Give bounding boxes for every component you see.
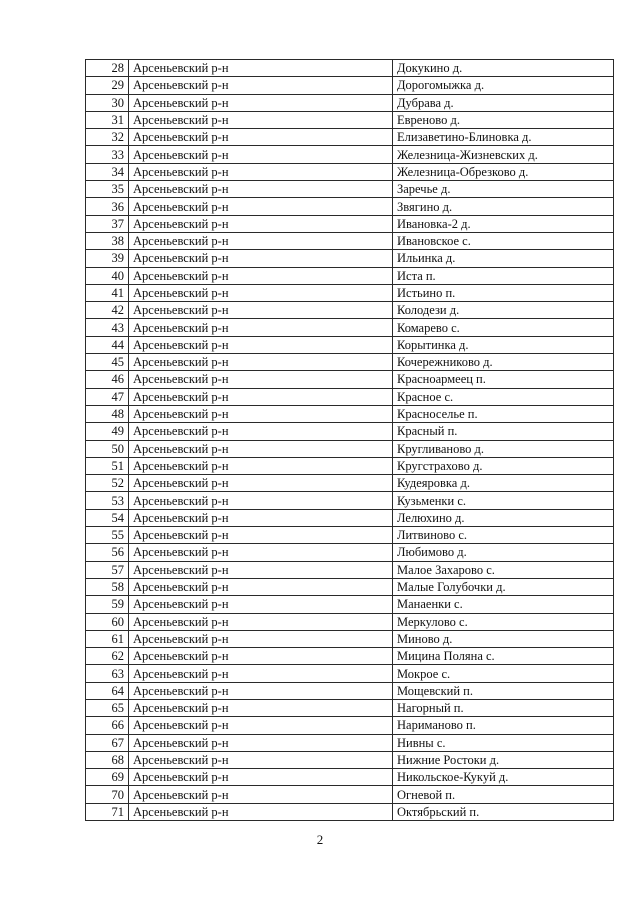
district-cell: Арсеньевский р-н [129, 423, 393, 440]
page-number: 2 [316, 832, 324, 847]
table-row [86, 284, 614, 301]
table-row [86, 129, 614, 146]
settlement-cell: Ивановское с. [393, 232, 614, 249]
table-row [86, 388, 614, 405]
district-cell: Арсеньевский р-н [129, 371, 393, 388]
row-number: 58 [86, 578, 129, 595]
district-cell: Арсеньевский р-н [129, 578, 393, 595]
table-row [86, 457, 614, 474]
table-row [86, 215, 614, 232]
row-number: 51 [86, 457, 129, 474]
row-number: 28 [86, 60, 129, 77]
row-number: 43 [86, 319, 129, 336]
table-row [86, 717, 614, 734]
settlement-cell: Красноселье п. [393, 405, 614, 422]
settlement-cell: Миново д. [393, 630, 614, 647]
table-row [86, 544, 614, 561]
settlement-cell: Малые Голубочки д. [393, 578, 614, 595]
table-row [86, 665, 614, 682]
row-number: 59 [86, 596, 129, 613]
district-cell: Арсеньевский р-н [129, 527, 393, 544]
settlement-cell: Нариманово п. [393, 717, 614, 734]
row-number: 48 [86, 405, 129, 422]
table-row [86, 336, 614, 353]
district-cell: Арсеньевский р-н [129, 336, 393, 353]
district-cell: Арсеньевский р-н [129, 440, 393, 457]
settlement-cell: Истьино п. [393, 284, 614, 301]
row-number: 42 [86, 302, 129, 319]
row-number: 60 [86, 613, 129, 630]
district-cell: Арсеньевский р-н [129, 319, 393, 336]
table-row [86, 111, 614, 128]
row-number: 55 [86, 527, 129, 544]
settlement-cell: Евреново д. [393, 111, 614, 128]
table-row [86, 648, 614, 665]
table-row [86, 630, 614, 647]
district-cell: Арсеньевский р-н [129, 129, 393, 146]
district-cell: Арсеньевский р-н [129, 354, 393, 371]
district-cell: Арсеньевский р-н [129, 596, 393, 613]
settlement-cell: Красноармеец п. [393, 371, 614, 388]
table-row [86, 250, 614, 267]
settlement-cell: Дубрава д. [393, 94, 614, 111]
settlement-cell: Мицина Поляна с. [393, 648, 614, 665]
table-row [86, 734, 614, 751]
table-row [86, 405, 614, 422]
row-number: 30 [86, 94, 129, 111]
settlement-cell: Мощевский п. [393, 682, 614, 699]
settlement-cell: Лелюхино д. [393, 509, 614, 526]
row-number: 64 [86, 682, 129, 699]
district-cell: Арсеньевский р-н [129, 181, 393, 198]
district-cell: Арсеньевский р-н [129, 77, 393, 94]
row-number: 52 [86, 475, 129, 492]
row-number: 38 [86, 232, 129, 249]
table-row [86, 423, 614, 440]
settlement-cell: Железница-Жизневских д. [393, 146, 614, 163]
table-row [86, 181, 614, 198]
row-number: 67 [86, 734, 129, 751]
table-row [86, 440, 614, 457]
row-number: 71 [86, 803, 129, 820]
row-number: 49 [86, 423, 129, 440]
table-row [86, 527, 614, 544]
row-number: 62 [86, 648, 129, 665]
settlement-cell: Ильинка д. [393, 250, 614, 267]
settlement-cell: Железница-Обрезково д. [393, 163, 614, 180]
district-cell: Арсеньевский р-н [129, 734, 393, 751]
table-row [86, 803, 614, 820]
row-number: 40 [86, 267, 129, 284]
settlement-cell: Заречье д. [393, 181, 614, 198]
row-number: 32 [86, 129, 129, 146]
settlement-cell: Докукино д. [393, 60, 614, 77]
settlement-cell: Дорогомыжка д. [393, 77, 614, 94]
settlement-cell: Нивны с. [393, 734, 614, 751]
row-number: 37 [86, 215, 129, 232]
row-number: 57 [86, 561, 129, 578]
settlement-cell: Нагорный п. [393, 699, 614, 716]
settlement-cell: Кудеяровка д. [393, 475, 614, 492]
settlement-cell: Малое Захарово с. [393, 561, 614, 578]
table-row [86, 198, 614, 215]
row-number: 31 [86, 111, 129, 128]
settlement-cell: Кочережниково д. [393, 354, 614, 371]
settlement-cell: Кругстрахово д. [393, 457, 614, 474]
settlement-cell: Комарево с. [393, 319, 614, 336]
row-number: 46 [86, 371, 129, 388]
table-body [86, 60, 614, 821]
district-cell: Арсеньевский р-н [129, 561, 393, 578]
district-cell: Арсеньевский р-н [129, 648, 393, 665]
settlement-cell: Корытинка д. [393, 336, 614, 353]
settlement-cell: Красное с. [393, 388, 614, 405]
table-row [86, 354, 614, 371]
district-cell: Арсеньевский р-н [129, 94, 393, 111]
district-cell: Арсеньевский р-н [129, 232, 393, 249]
settlement-cell: Ивановка-2 д. [393, 215, 614, 232]
district-cell: Арсеньевский р-н [129, 751, 393, 768]
row-number: 69 [86, 769, 129, 786]
settlement-cell: Меркулово с. [393, 613, 614, 630]
settlement-cell: Колодези д. [393, 302, 614, 319]
settlement-cell: Огневой п. [393, 786, 614, 803]
district-cell: Арсеньевский р-н [129, 457, 393, 474]
settlement-cell: Любимово д. [393, 544, 614, 561]
settlement-cell: Манаенки с. [393, 596, 614, 613]
district-cell: Арсеньевский р-н [129, 475, 393, 492]
district-cell: Арсеньевский р-н [129, 198, 393, 215]
table-row [86, 232, 614, 249]
settlement-cell: Красный п. [393, 423, 614, 440]
district-cell: Арсеньевский р-н [129, 250, 393, 267]
district-cell: Арсеньевский р-н [129, 544, 393, 561]
table-row [86, 596, 614, 613]
row-number: 65 [86, 699, 129, 716]
district-cell: Арсеньевский р-н [129, 717, 393, 734]
row-number: 33 [86, 146, 129, 163]
table-row [86, 751, 614, 768]
district-cell: Арсеньевский р-н [129, 302, 393, 319]
settlement-cell: Мокрое с. [393, 665, 614, 682]
row-number: 34 [86, 163, 129, 180]
row-number: 35 [86, 181, 129, 198]
settlement-cell: Литвиново с. [393, 527, 614, 544]
table-row [86, 786, 614, 803]
settlement-cell: Иста п. [393, 267, 614, 284]
settlement-cell: Звягино д. [393, 198, 614, 215]
district-cell: Арсеньевский р-н [129, 682, 393, 699]
district-cell: Арсеньевский р-н [129, 60, 393, 77]
row-number: 61 [86, 630, 129, 647]
row-number: 53 [86, 492, 129, 509]
district-cell: Арсеньевский р-н [129, 388, 393, 405]
table-row [86, 163, 614, 180]
table-row [86, 77, 614, 94]
settlement-cell: Елизаветино-Блиновка д. [393, 129, 614, 146]
settlement-cell: Кругливаново д. [393, 440, 614, 457]
table-row [86, 94, 614, 111]
district-cell: Арсеньевский р-н [129, 803, 393, 820]
row-number: 56 [86, 544, 129, 561]
settlements-table [85, 59, 614, 821]
row-number: 39 [86, 250, 129, 267]
settlement-cell: Никольское-Кукуй д. [393, 769, 614, 786]
table-row [86, 146, 614, 163]
district-cell: Арсеньевский р-н [129, 111, 393, 128]
table-row [86, 319, 614, 336]
district-cell: Арсеньевский р-н [129, 509, 393, 526]
table-row [86, 509, 614, 526]
district-cell: Арсеньевский р-н [129, 215, 393, 232]
row-number: 47 [86, 388, 129, 405]
table-row [86, 267, 614, 284]
row-number: 44 [86, 336, 129, 353]
district-cell: Арсеньевский р-н [129, 699, 393, 716]
table-row [86, 302, 614, 319]
table-row [86, 371, 614, 388]
row-number: 63 [86, 665, 129, 682]
district-cell: Арсеньевский р-н [129, 665, 393, 682]
table-row [86, 578, 614, 595]
table-row [86, 699, 614, 716]
district-cell: Арсеньевский р-н [129, 786, 393, 803]
district-cell: Арсеньевский р-н [129, 769, 393, 786]
row-number: 45 [86, 354, 129, 371]
district-cell: Арсеньевский р-н [129, 492, 393, 509]
table-row [86, 769, 614, 786]
table-row [86, 613, 614, 630]
district-cell: Арсеньевский р-н [129, 163, 393, 180]
table-row [86, 475, 614, 492]
table-row [86, 682, 614, 699]
district-cell: Арсеньевский р-н [129, 405, 393, 422]
row-number: 50 [86, 440, 129, 457]
row-number: 54 [86, 509, 129, 526]
row-number: 70 [86, 786, 129, 803]
row-number: 41 [86, 284, 129, 301]
settlement-cell: Нижние Ростоки д. [393, 751, 614, 768]
table-row [86, 492, 614, 509]
settlement-cell: Кузьменки с. [393, 492, 614, 509]
row-number: 66 [86, 717, 129, 734]
district-cell: Арсеньевский р-н [129, 146, 393, 163]
district-cell: Арсеньевский р-н [129, 284, 393, 301]
district-cell: Арсеньевский р-н [129, 630, 393, 647]
row-number: 36 [86, 198, 129, 215]
district-cell: Арсеньевский р-н [129, 613, 393, 630]
row-number: 29 [86, 77, 129, 94]
district-cell: Арсеньевский р-н [129, 267, 393, 284]
table-row [86, 60, 614, 77]
table-row [86, 561, 614, 578]
settlement-cell: Октябрьский п. [393, 803, 614, 820]
row-number: 68 [86, 751, 129, 768]
